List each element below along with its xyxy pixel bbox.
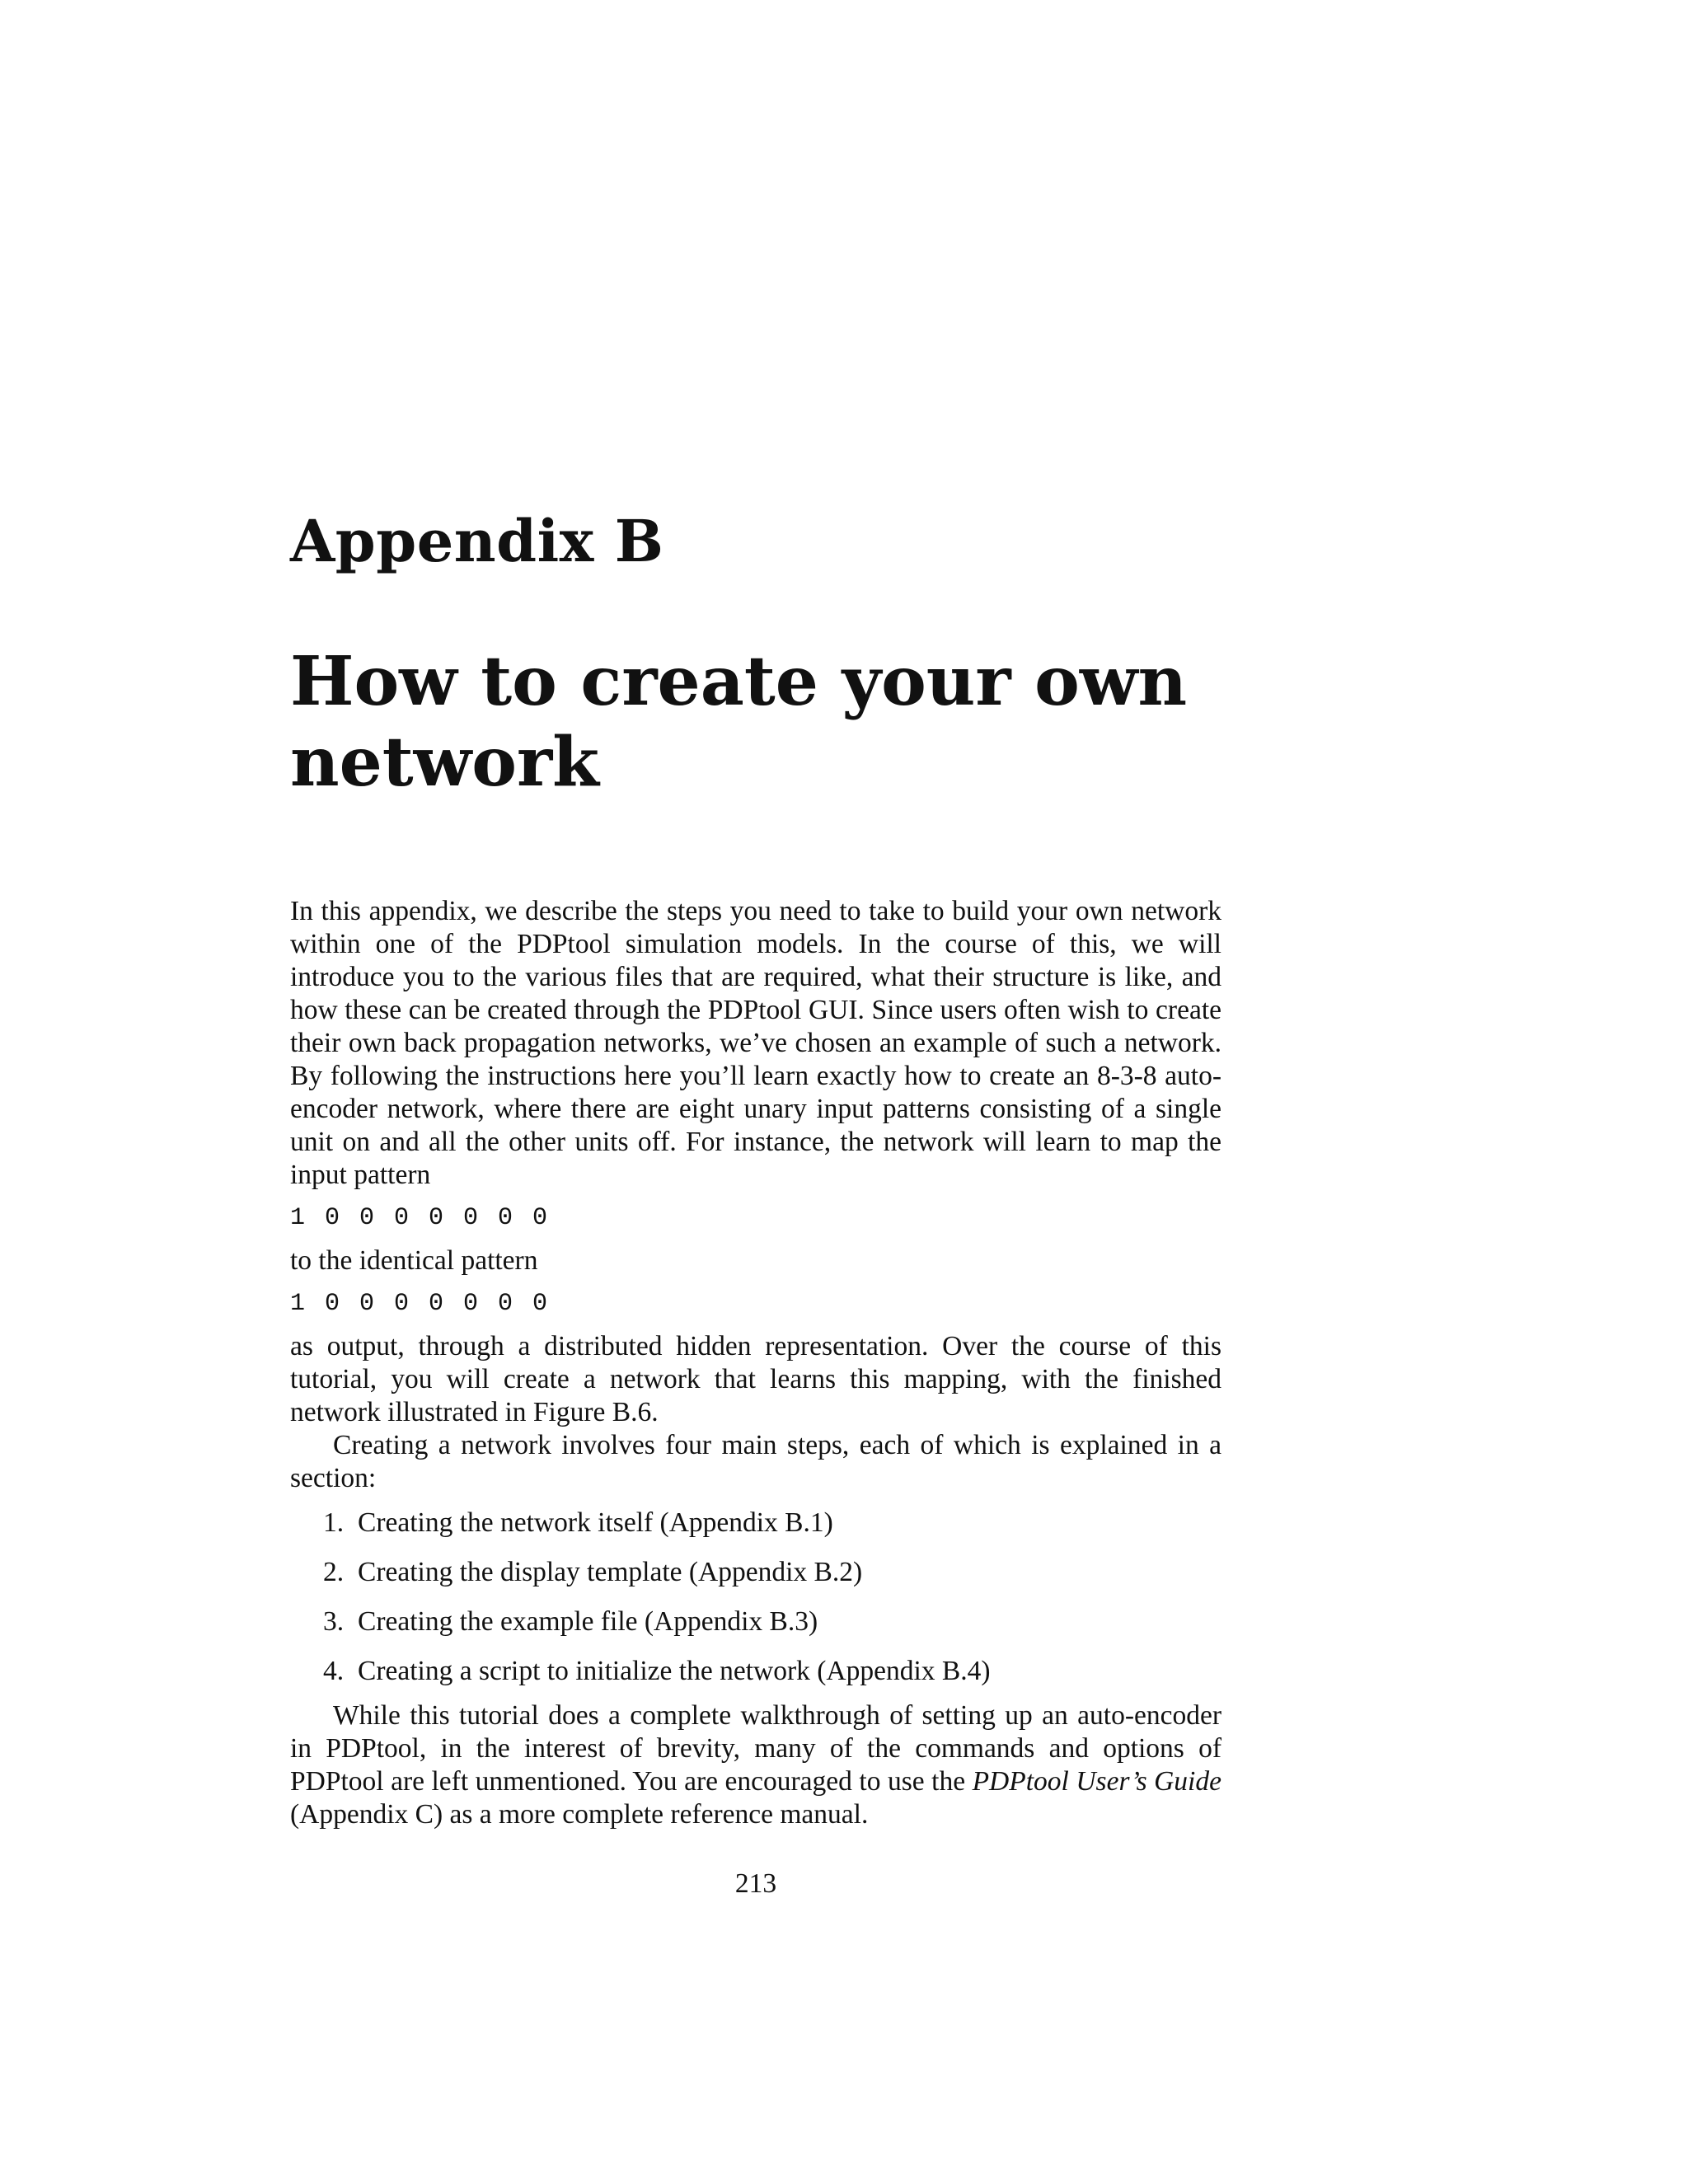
output-paragraph: as output, through a distributed hidden representation. Over the course of this tutorial, you will create a network that learns this mapping, with the finished network illustrated in Figure B.6. <box>290 1331 1221 1427</box>
list-item-number: 4. <box>323 1656 345 1686</box>
list-item <box>290 1556 1221 1589</box>
list-item-number: 1. <box>323 1507 345 1538</box>
list-item-number: 2. <box>323 1557 345 1587</box>
steps-intro-paragraph: Creating a network involves four main steps, each of which is explained in a section: <box>290 1430 1221 1493</box>
to-identical-text: to the identical pattern <box>290 1245 538 1276</box>
output-pattern: 1 0 0 0 0 0 0 0 <box>290 1290 551 1318</box>
page-number: 213 <box>734 1868 777 1899</box>
body-text <box>290 895 1221 1831</box>
list-item-text: Creating the example file (Appendix B.3) <box>358 1606 818 1637</box>
chapter-title-line-2: network <box>290 723 599 802</box>
intro-paragraph: In this appendix, we describe the steps you need to take to build your own network within one of the PDPtool simulation models. In the course of this, we will introduce you to the various files that are required, what their structure is like, and how these can be created through the PDPtool GUI. Since users often wish to create their own back propagation networks, we’ve chosen an example of such a network. By following the instructions here you’ll learn exactly how to create an 8-3-8 auto-encoder network, where there are eight unary input patterns consisting of a single unit on and all the other units off. For instance, the network will learn to map the input pattern <box>290 896 1221 1190</box>
chapter-title-line-1: How to create your own <box>290 642 1188 721</box>
chapter-title <box>290 641 1312 803</box>
list-item-text: Creating the display template (Appendix B.2) <box>358 1557 863 1587</box>
closing-text-after: (Appendix C) as a more complete reference manual. <box>290 1799 869 1830</box>
users-guide-title: PDPtool User’s Guide <box>972 1766 1221 1797</box>
steps-list <box>290 1507 1221 1688</box>
list-item <box>290 1655 1221 1688</box>
list-item-text: Creating a script to initialize the network (Appendix B.4) <box>358 1656 991 1686</box>
appendix-label: Appendix B <box>290 507 664 575</box>
list-item-number: 3. <box>323 1606 345 1637</box>
list-item <box>290 1605 1221 1638</box>
closing-paragraph <box>290 1699 1221 1831</box>
closing-text-before: While this tutorial does a complete walkthrough of setting up an auto-encoder in PDPtool, in the interest of brevity, many of the commands and options of PDPtool are left unmentioned. You are encouraged to use the <box>290 1700 1221 1797</box>
list-item-text: Creating the network itself (Appendix B.1) <box>358 1507 833 1538</box>
input-pattern: 1 0 0 0 0 0 0 0 <box>290 1204 551 1232</box>
list-item <box>290 1507 1221 1540</box>
